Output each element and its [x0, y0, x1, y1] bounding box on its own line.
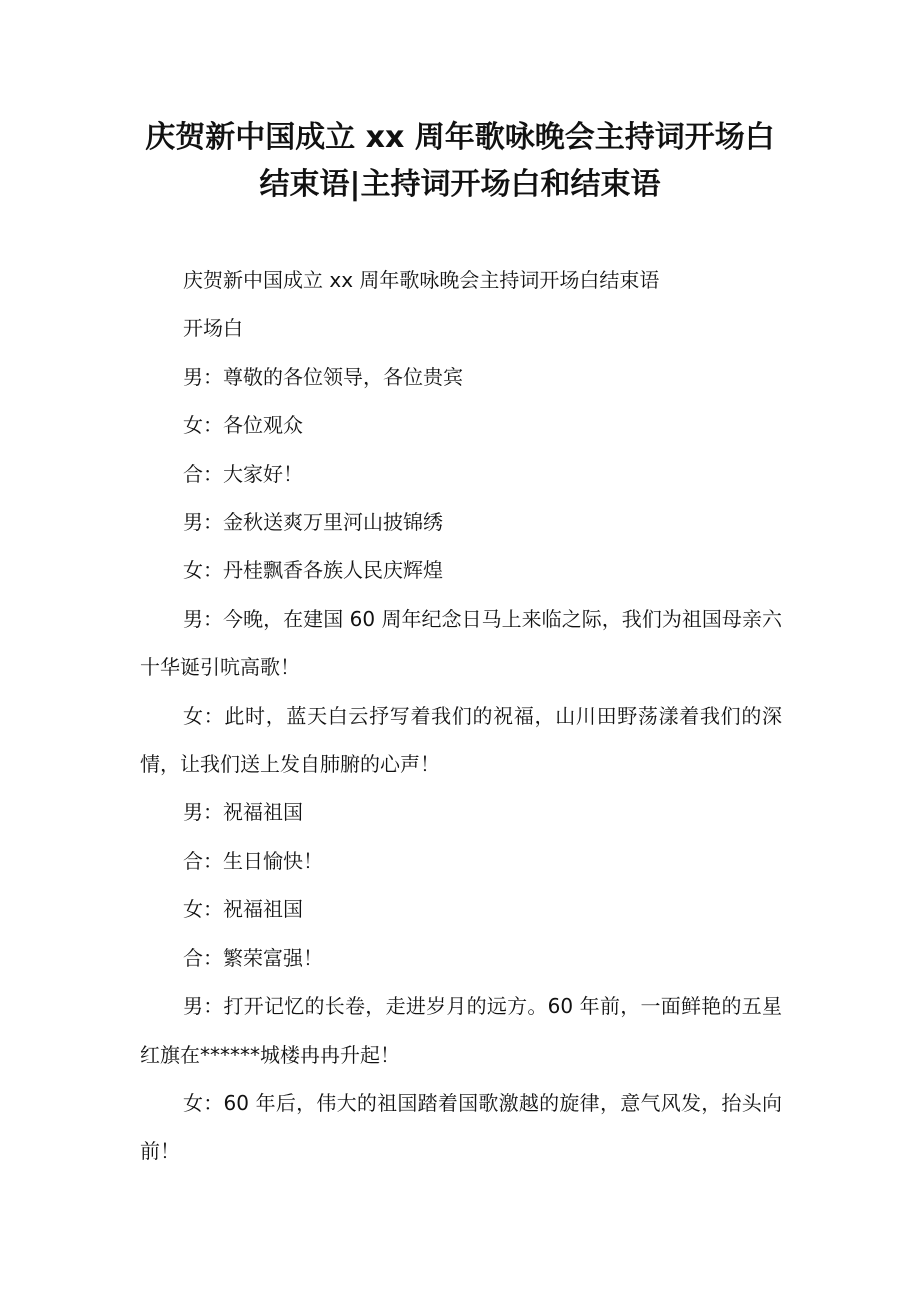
paragraph-line: 合：繁荣富强！ — [183, 945, 323, 970]
paragraph-line: 女：此时，蓝天白云抒写着我们的祝福，山川田野荡漾着我们的深情，让我们送上发自肺腑的心声！ — [140, 703, 782, 777]
paragraph-section-opening: 开场白 — [183, 316, 243, 341]
paragraph-line: 男：祝福祖国 — [183, 800, 303, 825]
paragraph-line: 女：丹桂飘香各族人民庆辉煌 — [183, 558, 443, 583]
paragraph-line: 男：尊敬的各位领导，各位贵宾 — [183, 364, 463, 389]
paragraph-line: 女：祝福祖国 — [183, 897, 303, 922]
paragraph-line: 男：金秋送爽万里河山披锦绣 — [183, 510, 443, 535]
paragraph-line: 男：今晚，在建国 60 周年纪念日马上来临之际，我们为祖国母亲六十华诞引吭高歌！ — [140, 606, 782, 680]
paragraph-line: 合：生日愉快！ — [183, 848, 323, 873]
paragraph-line: 女：各位观众 — [183, 413, 303, 438]
paragraph-line: 合：大家好！ — [183, 461, 303, 486]
document-title: 庆贺新中国成立 xx 周年歌咏晚会主持词开场白结束语|主持词开场白和结束语 — [145, 120, 775, 202]
paragraph-heading-repeat: 庆贺新中国成立 xx 周年歌咏晚会主持词开场白结束语 — [183, 268, 660, 292]
paragraph-line: 女：60 年后，伟大的祖国踏着国歌激越的旋律，意气风发，抬头向前！ — [140, 1090, 782, 1164]
document-body — [140, 256, 782, 1176]
paragraph-line: 男：打开记忆的长卷，走进岁月的远方。60 年前，一面鲜艳的五星红旗在******城楼冉冉升起！ — [140, 994, 782, 1067]
